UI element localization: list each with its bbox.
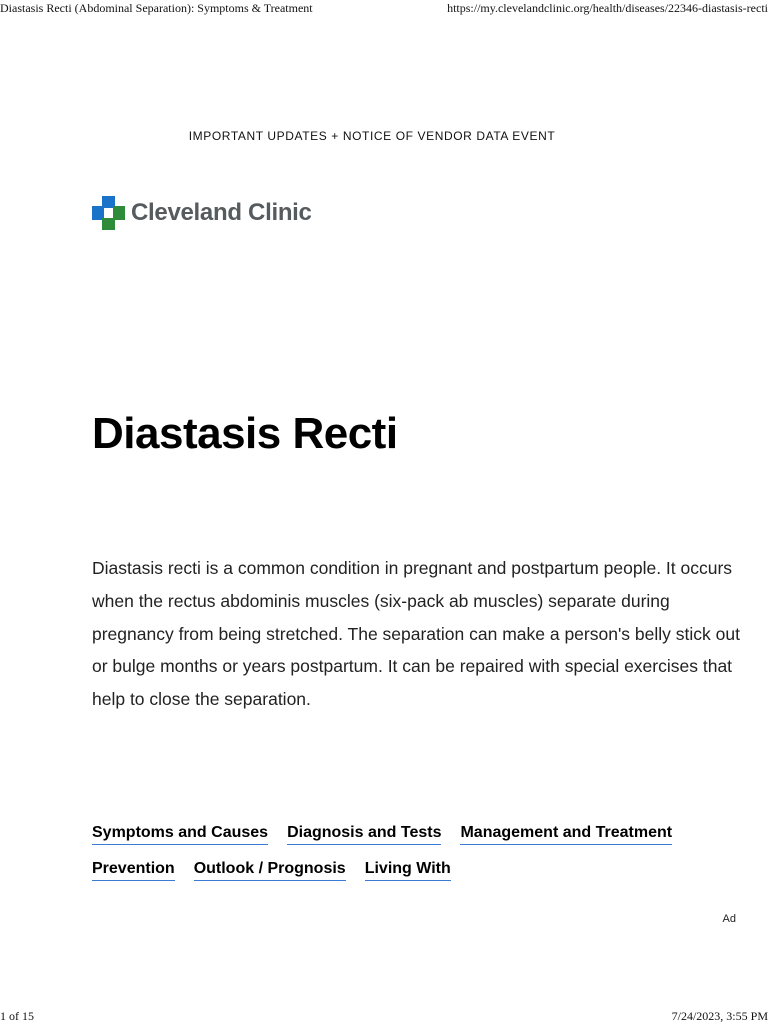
notice-banner [0, 129, 744, 143]
nav-link-living-with[interactable]: Living With [365, 860, 451, 881]
print-footer [0, 1008, 768, 1026]
section-navigation [92, 824, 732, 896]
print-header [0, 0, 768, 18]
nav-link-symptoms-and-causes[interactable]: Symptoms and Causes [92, 824, 268, 845]
print-page-number: 1 of 15 [0, 1009, 34, 1023]
section-nav-row [92, 860, 732, 881]
print-page-url: https://my.clevelandclinic.org/health/diseases/22346-diastasis-recti [447, 1, 768, 15]
print-datetime: 7/24/2023, 3:55 PM [671, 1009, 768, 1023]
article-summary: Diastasis recti is a common condition in pregnant and postpartum people. It occurs when the rectus abdominis muscles (six-pack ab muscles) separate during pregnancy from being stretched. The separation can make a person's belly stick out or bulge months or years postpartum. It can be repaired with special exercises that help to close the separation. [92, 558, 740, 710]
ad-label: Ad [722, 913, 736, 925]
cleveland-clinic-cross-icon [92, 196, 125, 230]
logo-wordmark: Cleveland Clinic [131, 199, 312, 226]
site-logo[interactable] [92, 196, 312, 230]
nav-link-outlook-prognosis[interactable]: Outlook / Prognosis [194, 860, 346, 881]
nav-link-management-and-treatment[interactable]: Management and Treatment [460, 824, 672, 845]
nav-link-diagnosis-and-tests[interactable]: Diagnosis and Tests [287, 824, 441, 845]
notice-link[interactable]: IMPORTANT UPDATES + NOTICE OF VENDOR DATA EVENT [188, 129, 556, 143]
page-title: Diastasis Recti [92, 409, 398, 458]
nav-link-prevention[interactable]: Prevention [92, 860, 175, 881]
section-nav-row [92, 824, 732, 845]
print-page-title: Diastasis Recti (Abdominal Separation): Symptoms & Treatment [0, 1, 313, 15]
